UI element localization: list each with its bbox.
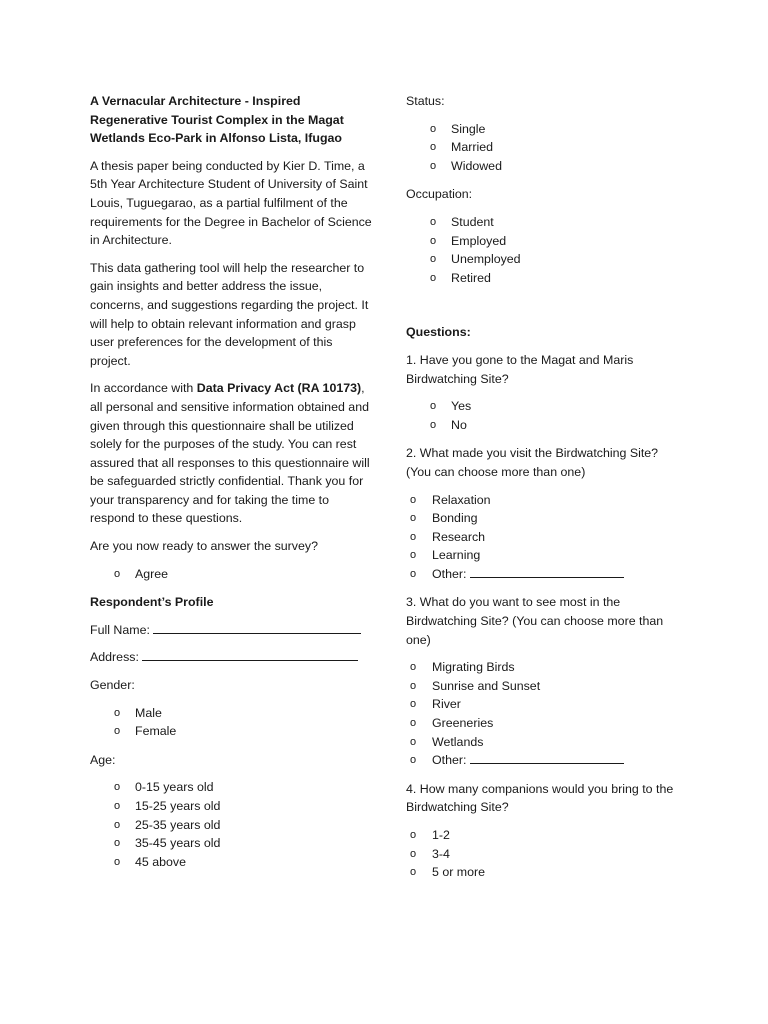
status-options <box>406 120 676 176</box>
option-wetlands[interactable] <box>406 733 676 752</box>
radio-bullet-icon: o <box>410 866 417 879</box>
right-column <box>406 92 676 892</box>
ready-options <box>90 565 372 584</box>
radio-bullet-icon: o <box>114 567 121 580</box>
ready-question: Are you now ready to answer the survey? <box>90 539 318 554</box>
option-greeneries[interactable] <box>406 714 676 733</box>
option-label: 3-4 <box>432 846 450 861</box>
option-3-4[interactable] <box>406 845 676 864</box>
privacy-prefix: In accordance with <box>90 381 197 396</box>
privacy-rest: , all personal and sensitive information obtained and given through this questionnaire shall be utilized solely for the purposes of the study. You can rest assured that all responses to this questionnaire will be safeguarded strictly confidential. Thank you for your transparency and for taking the time to respond to these questions. <box>90 381 370 526</box>
radio-bullet-icon: o <box>430 253 437 266</box>
option-married[interactable] <box>406 138 676 157</box>
option-label: Student <box>451 214 494 229</box>
question-2-options <box>406 491 676 584</box>
option-label: Sunrise and Sunset <box>432 678 541 693</box>
radio-bullet-icon: o <box>430 234 437 247</box>
radio-bullet-icon: o <box>430 271 437 284</box>
radio-bullet-icon: o <box>430 159 437 172</box>
occupation-options <box>406 213 676 287</box>
privacy-act-name: Data Privacy Act (RA 10173) <box>196 381 362 396</box>
age-options <box>90 778 372 871</box>
option-label: 15-25 years old <box>135 799 221 813</box>
option-learning[interactable] <box>406 546 676 565</box>
option-employed[interactable] <box>406 232 676 251</box>
checkbox-bullet-icon: o <box>410 567 417 580</box>
option-label: Agree <box>135 566 169 581</box>
question-4: 4. How many companions would you bring to the Birdwatching Site? <box>406 781 674 815</box>
radio-bullet-icon: o <box>410 829 417 841</box>
option-label: 35-45 years old <box>135 836 221 851</box>
option-label: Other: <box>432 753 467 768</box>
document-title: A Vernacular Architecture - Inspired Regenerative Tourist Complex in the Magat Wetlands Eco-Park in Alfonso Lista, Ifugao <box>90 94 344 146</box>
option-retired[interactable] <box>406 269 676 288</box>
option-age-0-15[interactable] <box>90 778 372 797</box>
checkbox-bullet-icon: o <box>410 549 417 562</box>
gender-label: Gender: <box>90 678 135 693</box>
checkbox-bullet-icon: o <box>410 698 417 711</box>
option-label: Greeneries <box>432 716 494 731</box>
option-label: Learning <box>432 548 481 563</box>
option-5-or-more[interactable] <box>406 863 676 882</box>
option-bonding[interactable] <box>406 509 676 528</box>
checkbox-bullet-icon: o <box>410 530 417 543</box>
radio-bullet-icon: o <box>114 706 121 719</box>
radio-bullet-icon: o <box>114 818 121 831</box>
radio-bullet-icon: o <box>430 418 437 431</box>
checkbox-bullet-icon: o <box>410 512 417 525</box>
question-1-options <box>406 397 676 434</box>
other-field[interactable] <box>470 565 624 578</box>
option-age-25-35[interactable] <box>90 816 372 835</box>
option-1-2[interactable] <box>406 826 676 845</box>
profile-heading: Respondent’s Profile <box>90 595 214 610</box>
address-row <box>90 648 372 667</box>
option-age-45-above[interactable] <box>90 853 372 872</box>
option-label: Research <box>432 529 486 544</box>
option-label: Unemployed <box>451 252 521 267</box>
radio-bullet-icon: o <box>114 837 121 850</box>
occupation-label: Occupation: <box>406 187 473 202</box>
question-4-options <box>406 826 676 882</box>
option-label: 1-2 <box>432 828 450 842</box>
option-age-15-25[interactable] <box>90 797 372 816</box>
radio-bullet-icon: o <box>410 847 417 860</box>
option-male[interactable] <box>90 704 372 723</box>
checkbox-bullet-icon: o <box>410 754 417 767</box>
option-label: Employed <box>451 233 507 248</box>
option-label: Widowed <box>451 158 502 173</box>
radio-bullet-icon: o <box>114 725 121 738</box>
option-label: Migrating Birds <box>432 660 515 675</box>
option-label: 5 or more <box>432 865 486 880</box>
option-label: No <box>451 417 467 432</box>
full-name-field[interactable] <box>153 621 361 634</box>
option-other[interactable] <box>406 751 676 770</box>
address-label: Address: <box>90 650 139 665</box>
checkbox-bullet-icon: o <box>410 679 417 692</box>
full-name-row <box>90 621 372 640</box>
address-field[interactable] <box>142 648 358 661</box>
option-label: Wetlands <box>432 734 484 749</box>
question-3: 3. What do you want to see most in the Birdwatching Site? (You can choose more than one) <box>406 595 664 647</box>
privacy-paragraph <box>90 379 372 528</box>
status-label: Status: <box>406 94 445 108</box>
option-label: Retired <box>451 270 491 285</box>
option-label: Male <box>135 705 162 720</box>
checkbox-bullet-icon: o <box>410 735 417 748</box>
radio-bullet-icon: o <box>114 781 121 794</box>
option-label: Yes <box>451 399 472 414</box>
option-sunrise-sunset[interactable] <box>406 677 676 696</box>
option-label: River <box>432 697 461 712</box>
question-1: 1. Have you gone to the Magat and Maris Birdwatching Site? <box>406 352 634 386</box>
option-other[interactable] <box>406 565 676 584</box>
option-migrating-birds[interactable] <box>406 658 676 677</box>
option-label: 0-15 years old <box>135 780 214 795</box>
option-no[interactable] <box>406 416 676 435</box>
radio-bullet-icon: o <box>430 122 437 135</box>
radio-bullet-icon: o <box>430 400 437 413</box>
option-label: 25-35 years old <box>135 817 221 832</box>
questions-heading: Questions: <box>406 325 471 340</box>
option-river[interactable] <box>406 695 676 714</box>
option-label: Bonding <box>432 511 478 526</box>
option-relaxation[interactable] <box>406 491 676 510</box>
radio-bullet-icon: o <box>114 800 121 812</box>
intro-paragraph: A thesis paper being conducted by Kier D. Time, a 5th Year Architecture Student of University of Saint Louis, Tuguegarao, as a partial fulfilment of the requirements for the Degree in Bachelor of Science in Architecture. <box>90 158 372 248</box>
option-unemployed[interactable] <box>406 250 676 269</box>
radio-bullet-icon: o <box>430 215 437 228</box>
age-label: Age: <box>90 752 116 767</box>
checkbox-bullet-icon: o <box>410 493 417 506</box>
other-field[interactable] <box>470 751 624 764</box>
section-spacer <box>406 297 676 323</box>
option-age-35-45[interactable] <box>90 834 372 853</box>
checkbox-bullet-icon: o <box>410 717 417 730</box>
option-label: Relaxation <box>432 492 491 507</box>
option-label: Other: <box>432 566 467 581</box>
option-label: 45 above <box>135 854 186 869</box>
option-single[interactable] <box>406 120 676 139</box>
question-3-options <box>406 658 676 770</box>
full-name-label: Full Name: <box>90 622 150 637</box>
option-widowed[interactable] <box>406 157 676 176</box>
option-label: Single <box>451 121 486 136</box>
option-research[interactable] <box>406 528 676 547</box>
purpose-paragraph: This data gathering tool will help the researcher to gain insights and better address the issue, concerns, and suggestions regarding the project. It will help to obtain relevant information and grasp user preferences for the development of this project. <box>90 260 369 368</box>
radio-bullet-icon: o <box>430 141 437 154</box>
option-female[interactable] <box>90 722 372 741</box>
option-label: Female <box>135 724 177 739</box>
option-student[interactable] <box>406 213 676 232</box>
gender-options <box>90 704 372 741</box>
question-2: 2. What made you visit the Birdwatching Site? (You can choose more than one) <box>406 446 659 479</box>
option-yes[interactable] <box>406 397 676 416</box>
radio-bullet-icon: o <box>114 855 121 868</box>
option-agree[interactable] <box>90 565 372 584</box>
option-label: Married <box>451 140 493 155</box>
left-column <box>90 92 372 881</box>
checkbox-bullet-icon: o <box>410 661 417 674</box>
